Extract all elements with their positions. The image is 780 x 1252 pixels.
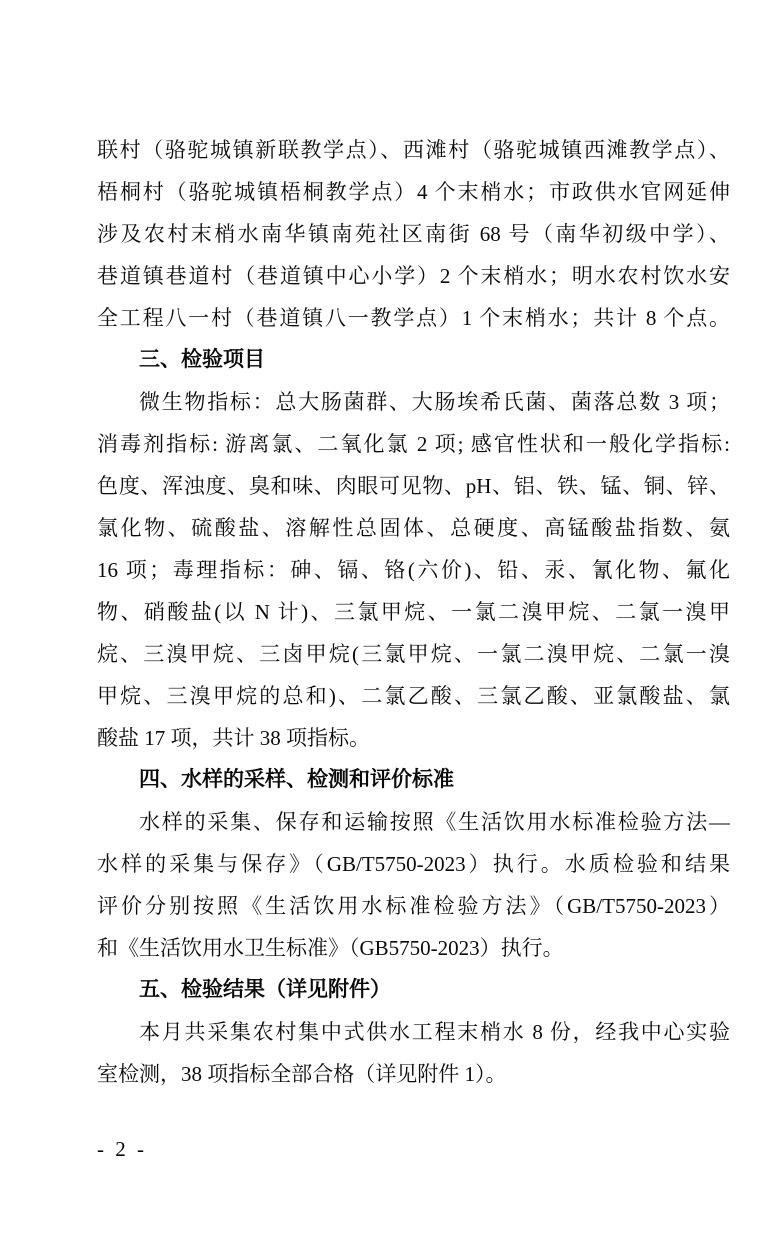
text-line: 水样的采集、保存和运输按照《生活饮用水标准检验方法— bbox=[139, 810, 730, 834]
section-heading-4: 四、水样的采样、检测和评价标准 bbox=[139, 768, 454, 791]
text-line: 和《生活饮用水卫生标准》（GB5750-2023）执行。 bbox=[97, 936, 564, 960]
text-line: 物、硝酸盐(以 N 计)、三氯甲烷、一氯二溴甲烷、二氯一溴甲 bbox=[97, 600, 730, 624]
text-line: 水样的采集与保存》（GB/T5750-2023）执行。水质检验和结果 bbox=[97, 852, 730, 876]
page-number: - 2 - bbox=[97, 1137, 147, 1161]
text-line: 氯化物、硫酸盐、溶解性总固体、总硬度、高锰酸盐指数、氨 bbox=[97, 516, 730, 540]
text-line: 本月共采集农村集中式供水工程末梢水 8 份，经我中心实验 bbox=[139, 1020, 730, 1044]
text-line: 全工程八一村（巷道镇八一教学点）1 个末梢水；共计 8 个点。 bbox=[97, 306, 730, 330]
document-body bbox=[97, 129, 730, 1095]
text-line: 巷道镇巷道村（巷道镇中心小学）2 个末梢水；明水农村饮水安 bbox=[97, 264, 730, 288]
text-line: 甲烷、三溴甲烷的总和)、二氯乙酸、三氯乙酸、亚氯酸盐、氯 bbox=[97, 684, 730, 708]
text-line: 色度、浑浊度、臭和味、肉眼可见物、pH、铝、铁、锰、铜、锌、 bbox=[97, 474, 730, 498]
section-heading-3: 三、检验项目 bbox=[139, 348, 265, 371]
text-line: 酸盐 17 项，共计 38 项指标。 bbox=[97, 726, 370, 750]
text-line: 涉及农村末梢水南华镇南苑社区南街 68 号（南华初级中学）、 bbox=[97, 222, 730, 246]
text-line: 联村（骆驼城镇新联教学点）、西滩村（骆驼城镇西滩教学点）、 bbox=[97, 138, 730, 162]
text-line: 16 项；毒理指标：砷、镉、铬(六价)、铅、汞、氰化物、氟化 bbox=[97, 558, 730, 582]
text-line: 微生物指标：总大肠菌群、大肠埃希氏菌、菌落总数 3 项； bbox=[139, 390, 730, 414]
text-line: 消毒剂指标: 游离氯、二氧化氯 2 项; 感官性状和一般化学指标: bbox=[97, 432, 730, 456]
text-line: 烷、三溴甲烷、三卤甲烷(三氯甲烷、一氯二溴甲烷、二氯一溴 bbox=[97, 642, 730, 666]
section-heading-5: 五、检验结果（详见附件） bbox=[139, 978, 391, 1001]
text-line: 室检测，38 项指标全部合格（详见附件 1）。 bbox=[97, 1062, 507, 1086]
text-line: 梧桐村（骆驼城镇梧桐教学点）4 个末梢水；市政供水官网延伸 bbox=[97, 180, 730, 204]
text-line: 评价分别按照《生活饮用水标准检验方法》（GB/T5750-2023） bbox=[97, 894, 730, 918]
